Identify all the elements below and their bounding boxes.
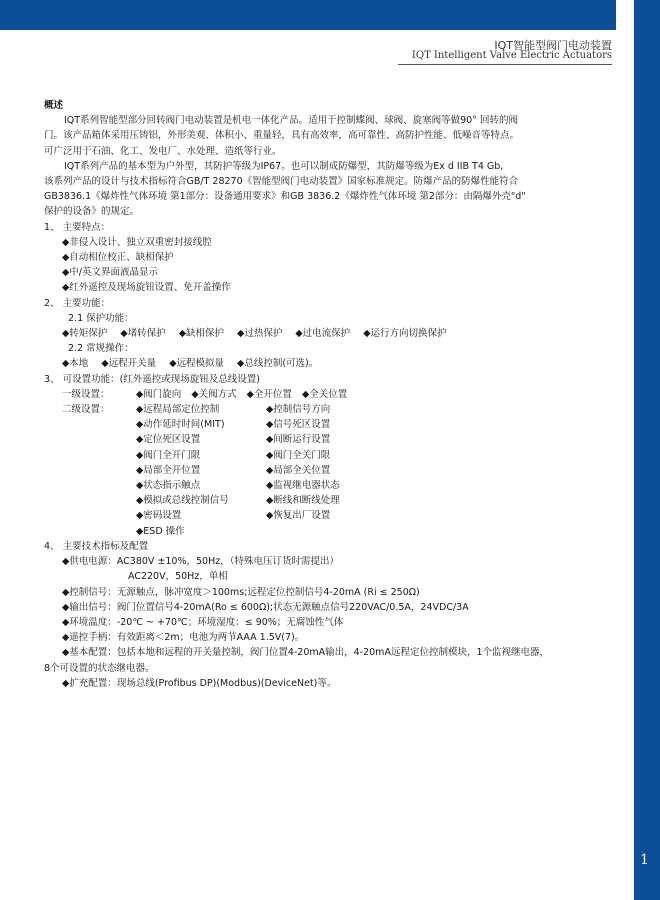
- spec-value: 8个可设置的状态继电器。: [44, 662, 155, 674]
- overview-heading: 概述: [44, 100, 64, 111]
- protection-item: ◆缺相保护: [178, 328, 224, 340]
- section2-heading: 2、 主要功能：: [44, 297, 111, 309]
- operation-list: [44, 356, 614, 371]
- overview-p2-line3: GB3836.1《爆炸性气体环境 第1部分：设备通用要求》和GB 3836.2《爆炸性气体环境 第2部分：由隔爆外壳"d": [44, 191, 526, 203]
- feature-item: ◆自动相位校正、缺相保护: [62, 252, 174, 264]
- spec-label: ◆环境温度：: [62, 616, 117, 628]
- section2-sub1: 2.1 保护功能：: [68, 312, 134, 324]
- spec-environment: [44, 615, 614, 630]
- setting-item: ◆全关位置: [301, 388, 348, 400]
- spec-value: 阀门位置信号4-20mA(Ro ≤ 600Ω);状态无源触点信号220VAC/0.5A，24VDC/3A: [116, 601, 469, 613]
- spec-extension: [44, 676, 614, 691]
- feature-item: ◆红外遥控及现场旋钮设置、免开盖操作: [62, 282, 231, 294]
- protection-item: ◆过热保护: [237, 328, 283, 340]
- spec-control: [44, 585, 614, 600]
- spec-value: AC220V，50Hz，单相: [128, 571, 228, 583]
- setting-item: ◆定位死区设置: [136, 434, 201, 446]
- spec-label: ◆供电电源：: [62, 556, 117, 568]
- header-divider: [398, 64, 612, 65]
- page-number: 1: [640, 852, 649, 868]
- operation-item: ◆本地: [62, 358, 89, 370]
- header-stripe: [604, 0, 608, 30]
- level1-row: [44, 387, 614, 402]
- overview-p1-line1: IQT系列智能型部分回转阀门电动装置是机电一体化产品。适用于控制蝶阀、球阀、旋塞阀等做90° 回转的阀: [64, 115, 518, 127]
- level2-row: [44, 478, 614, 493]
- header-title-zh: IQT智能型阀门电动装置: [494, 39, 612, 52]
- protection-list: [44, 326, 614, 341]
- protection-item: ◆堵转保护: [120, 328, 166, 340]
- level2-row: [44, 508, 614, 523]
- level2-row: [44, 432, 614, 447]
- setting-item: ◆局部全开位置: [136, 464, 201, 476]
- protection-item: ◆运行方向切换保护: [363, 328, 447, 340]
- setting-item: ◆模拟或总线控制信号: [136, 495, 229, 507]
- spec-value: 无源触点，脉冲宽度＞100ms;远程定位控制信号4-20mA (Ri ≤ 250Ω): [116, 586, 420, 598]
- spec-value: 包括本地和远程的开关量控制，阀门位置4-20mA输出，4-20mA远程定位控制模块，1个监视继电器，: [116, 647, 549, 659]
- setting-item: ◆ESD 操作: [136, 525, 185, 537]
- operation-item: ◆总线控制(可选)。: [237, 358, 319, 370]
- spec-remote: [44, 630, 614, 645]
- side-band: [634, 0, 660, 900]
- operation-item: ◆远程模拟量: [169, 358, 224, 370]
- setting-item: ◆信号死区设置: [266, 419, 331, 431]
- overview-p2-line1: IQT系列产品的基本型为户外型，其防护等级为IP67。也可以制成防爆型，其防爆等级为Ex d IIB T4 Gb,: [64, 160, 504, 172]
- header-band: [0, 0, 620, 30]
- setting-item: ◆控制信号方向: [266, 404, 331, 416]
- level2-row: [44, 493, 614, 508]
- spec-label: ◆控制信号：: [62, 586, 117, 598]
- section2-sub2: 2.2 常规操作：: [68, 343, 134, 355]
- spec-label: ◆输出信号：: [62, 601, 117, 613]
- level2-row: [44, 417, 614, 432]
- level2-row: [44, 448, 614, 463]
- feature-item: ◆中/英文界面液晶显示: [62, 267, 159, 279]
- setting-item: ◆恢复出厂设置: [266, 510, 331, 522]
- document-body: [44, 98, 614, 691]
- section4-heading: 4、 主要技术指标及配置: [44, 540, 149, 552]
- level2-row: [44, 402, 614, 417]
- protection-item: ◆过电流保护: [295, 328, 351, 340]
- protection-item: ◆转矩保护: [62, 328, 108, 340]
- level2-row: [44, 463, 614, 478]
- spec-output: [44, 600, 614, 615]
- setting-item: ◆断线和断线处理: [266, 495, 340, 507]
- overview-p2-line4: 保护的设备》的规定。: [44, 206, 140, 218]
- operation-item: ◆远程开关量: [101, 358, 157, 370]
- section1-heading: 1、 主要特点：: [44, 221, 111, 233]
- header-title-en: IQT Intelligent Valve Electric Actuators: [411, 50, 612, 61]
- setting-item: ◆远程局部定位控制: [136, 404, 220, 416]
- setting-item: ◆阀门全开门限: [136, 449, 201, 461]
- header-gap: [616, 0, 634, 30]
- spec-basic: [44, 645, 614, 660]
- setting-item: ◆状态指示触点: [136, 480, 201, 492]
- overview-p2-line2: 该系列产品的设计与技术指标符合GB/T 28270《智能型阀门电动装置》国家标准规定。防爆产品的防爆性能符合: [44, 176, 519, 188]
- setting-item: ◆阀门旋向: [136, 388, 182, 400]
- overview-p1-line2: 门。该产品箱体采用压铸铝，外形美观、体积小、重量轻，具有高效率，高可靠性、高防护性能、低噪音等特点。: [44, 130, 520, 142]
- setting-item: ◆间断运行设置: [266, 434, 331, 446]
- feature-item: ◆非侵入设计、独立双重密封接线腔: [62, 236, 212, 248]
- overview-p1-line3: 可广泛用于石油、化工、发电厂、水处理、造纸等行业。: [44, 145, 282, 157]
- section3-heading: 3、 可设置功能：(红外遥控或现场旋钮及总线设置): [44, 373, 260, 385]
- setting-item: ◆阀门全关门限: [266, 449, 331, 461]
- level1-label: 一级设置：: [62, 388, 110, 400]
- setting-item: ◆关阀方式: [191, 388, 237, 400]
- spec-label: ◆基本配置：: [62, 647, 117, 659]
- spec-label: ◆扩充配置：: [62, 677, 117, 689]
- setting-item: ◆局部全关位置: [266, 464, 331, 476]
- spec-value: 有效距离＜2m；电池为两节AAA 1.5V(7)。: [116, 632, 305, 644]
- level2-label: 二级设置：: [62, 404, 110, 416]
- setting-item: ◆全开位置: [246, 388, 292, 400]
- spec-label: ◆遥控手柄：: [62, 632, 117, 644]
- level2-row: [44, 524, 614, 539]
- spec-value: 现场总线(Profibus DP)(Modbus)(DeviceNet)等。: [116, 677, 337, 689]
- setting-item: ◆监视继电器状态: [266, 480, 340, 492]
- setting-item: ◆密码设置: [136, 510, 182, 522]
- spec-value: -20℃ ~ +70℃；环境湿度：≤ 90%；无腐蚀性气体: [116, 616, 344, 628]
- setting-item: ◆动作延时时间(MIT): [136, 419, 225, 431]
- spec-value: AC380V ±10%，50Hz，（特殊电压订货时需提出）: [116, 556, 339, 568]
- spec-power: [44, 554, 614, 569]
